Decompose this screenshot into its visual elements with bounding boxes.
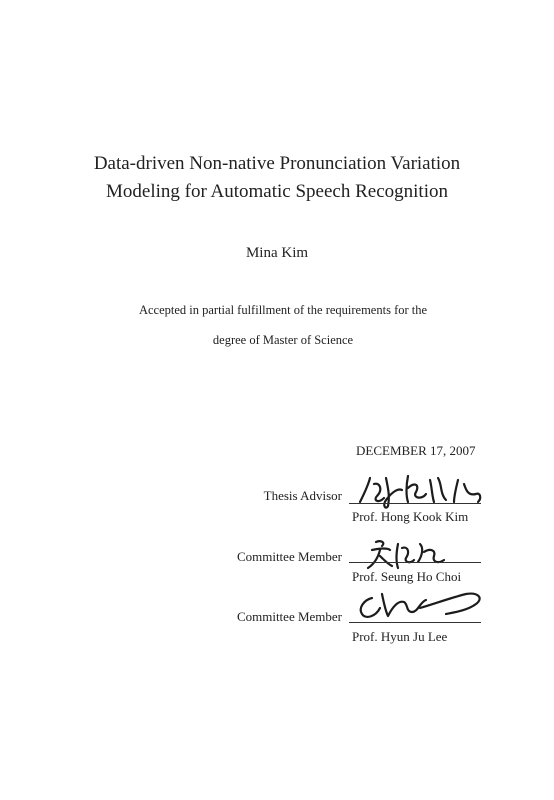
signature-row-committee-1 [0, 528, 554, 584]
acceptance-statement-line-1: Accepted in partial fulfillment of the requirements for the [138, 303, 428, 317]
author-name: Mina Kim [245, 245, 309, 261]
advisor-signature-icon [350, 470, 490, 510]
committee-member-1-signature-icon [350, 534, 490, 574]
thesis-title-line-1: Data-driven Non-native Pronunciation Variation [93, 153, 461, 174]
signature-name-committee-2: Prof. Hyun Ju Lee [352, 629, 448, 644]
approval-date: DECEMBER 17, 2007 [356, 443, 476, 458]
acceptance-statement-line-2: degree of Master of Science [212, 333, 354, 347]
signature-line [349, 622, 481, 623]
committee-member-2-signature-icon [350, 584, 490, 624]
signature-row-committee-2 [0, 588, 554, 644]
signature-role-committee-1: Committee Member [236, 549, 342, 564]
thesis-title-line-2: Modeling for Automatic Speech Recognition [106, 181, 448, 202]
signature-line [349, 503, 481, 504]
thesis-title [0, 150, 554, 206]
signature-name-committee-1: Prof. Seung Ho Choi [352, 569, 462, 584]
signature-line [349, 562, 481, 563]
signature-role-committee-2: Committee Member [236, 609, 342, 624]
signature-name-advisor: Prof. Hong Kook Kim [352, 509, 469, 524]
signature-row-advisor [0, 468, 554, 524]
signature-role-advisor: Thesis Advisor [263, 488, 342, 503]
